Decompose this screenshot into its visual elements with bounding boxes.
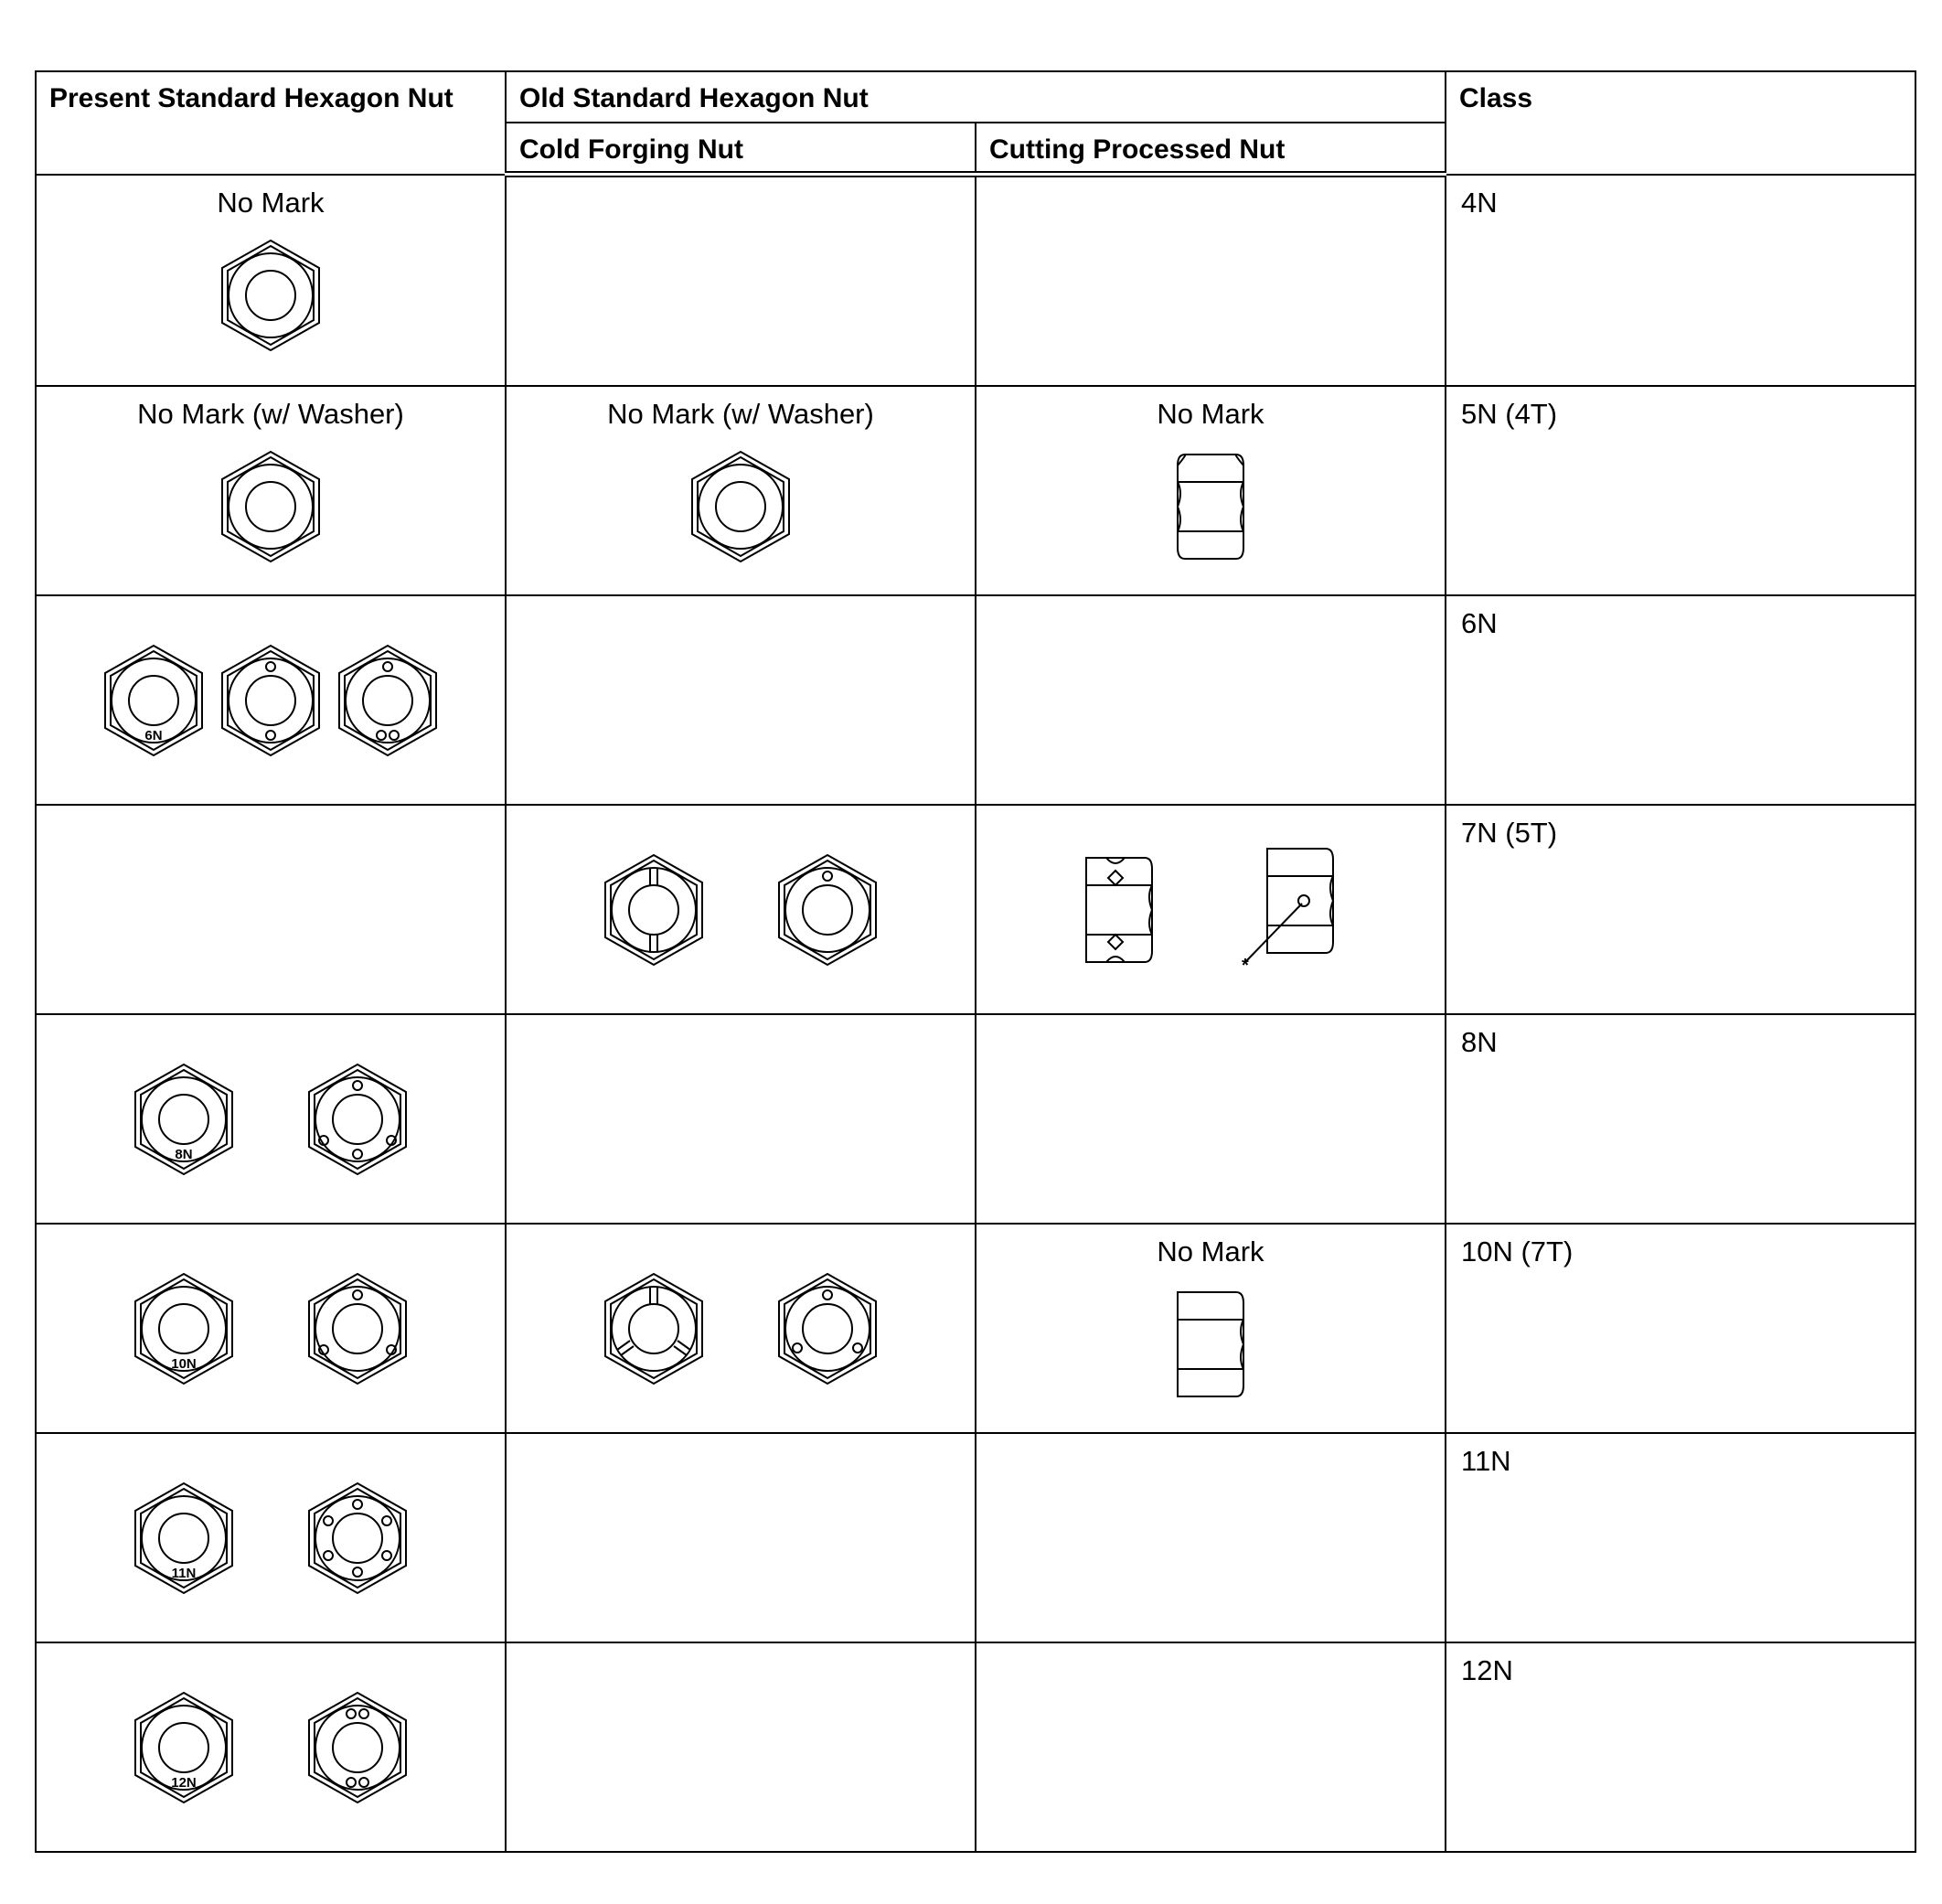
hex-nut-marked-icon: [129, 1479, 239, 1598]
present-cell: [36, 805, 506, 1014]
cutting-cell: [976, 1224, 1446, 1433]
header-cold-forging: Cold Forging Nut: [506, 123, 976, 175]
cutting-cell: [976, 805, 1446, 1014]
hex-nut-four-dot-icon: [303, 1269, 412, 1388]
cutting-label: No Mark: [1157, 398, 1264, 430]
hex-nut-two-dot-icon: [333, 641, 443, 760]
cold-label: No Mark (w/ Washer): [607, 398, 874, 430]
class-value: 5N (4T): [1461, 398, 1558, 430]
class-value: 7N (5T): [1461, 817, 1558, 849]
nut-mark-text: 8N: [175, 1146, 193, 1162]
present-cell: [36, 175, 506, 387]
class-cell: [1446, 805, 1915, 1014]
hex-nut-marked-icon: [129, 1688, 239, 1807]
cutting-cell: [976, 1642, 1446, 1852]
hex-nut-three-dot-icon: [773, 1269, 882, 1388]
header-class: Class: [1446, 71, 1915, 175]
class-value: 11N: [1461, 1445, 1511, 1477]
nut-mark-text: 11N: [171, 1565, 197, 1581]
hex-nut-marked-icon: [129, 1060, 239, 1179]
hex-nut-marked-icon: [129, 1269, 239, 1388]
nut-class-table: [35, 70, 1916, 1853]
hex-nut-side-view-icon: [1174, 1285, 1247, 1404]
nut-mark-text: 6N: [144, 727, 163, 743]
hex-nut-four-dot-pair-icon: [303, 1688, 412, 1807]
class-value: 8N: [1461, 1026, 1498, 1058]
cold-cell: [506, 1642, 976, 1852]
cutting-cell: [976, 595, 1446, 805]
table-row: [36, 1014, 1915, 1224]
hex-nut-side-view-icon: [1174, 447, 1247, 566]
cold-cell: [506, 175, 976, 387]
cold-cell: [506, 1224, 976, 1433]
hex-nut-side-view-dot-icon: [1238, 841, 1339, 979]
header-present-standard: Present Standard Hexagon Nut: [36, 71, 506, 175]
present-cell: [36, 1433, 506, 1642]
class-cell: [1446, 386, 1915, 595]
cold-cell: [506, 1433, 976, 1642]
class-value: 12N: [1461, 1654, 1513, 1686]
table-row: [36, 805, 1915, 1014]
hex-nut-icon: [216, 447, 325, 566]
nut-mark-text: 10N: [171, 1355, 197, 1372]
table-row: [36, 386, 1915, 595]
present-cell: [36, 595, 506, 805]
table-row: [36, 175, 1915, 387]
table-row: [36, 595, 1915, 805]
class-cell: [1446, 1224, 1915, 1433]
cold-cell: [506, 1014, 976, 1224]
hex-nut-split-mark-icon: [599, 850, 709, 969]
hex-nut-icon: [216, 236, 325, 355]
cold-cell: [506, 805, 976, 1014]
class-cell: [1446, 1433, 1915, 1642]
cutting-cell: [976, 175, 1446, 387]
hex-nut-single-dot-icon: [216, 641, 325, 760]
cutting-cell: [976, 386, 1446, 595]
nut-mark-text: 12N: [171, 1774, 197, 1791]
class-cell: [1446, 1014, 1915, 1224]
cold-cell: [506, 595, 976, 805]
table-row: [36, 1433, 1915, 1642]
table-row: [36, 1642, 1915, 1852]
hex-nut-marked-icon: [99, 641, 208, 760]
hex-nut-single-dot-icon: [773, 850, 882, 969]
present-label: No Mark (w/ Washer): [137, 398, 404, 430]
hex-nut-icon: [686, 447, 795, 566]
hex-nut-four-dot-icon: [303, 1060, 412, 1179]
present-cell: [36, 1014, 506, 1224]
asterisk-note: *: [1242, 955, 1249, 976]
cold-cell: [506, 386, 976, 595]
header-old-standard: Old Standard Hexagon Nut: [506, 71, 1446, 123]
present-label: No Mark: [217, 186, 325, 219]
present-cell: [36, 1224, 506, 1433]
cutting-cell: [976, 1014, 1446, 1224]
table-row: [36, 1224, 1915, 1433]
class-value: 10N (7T): [1461, 1235, 1574, 1268]
class-value: 6N: [1461, 607, 1498, 639]
cutting-cell: [976, 1433, 1446, 1642]
class-cell: [1446, 595, 1915, 805]
hex-nut-three-line-mark-icon: [599, 1269, 709, 1388]
hex-nut-side-view-icon: [1083, 850, 1156, 969]
class-cell: [1446, 175, 1915, 387]
present-cell: [36, 1642, 506, 1852]
cutting-label: No Mark: [1157, 1235, 1264, 1268]
header-cutting-processed: Cutting Processed Nut: [976, 123, 1446, 175]
class-value: 4N: [1461, 186, 1498, 219]
present-cell: [36, 386, 506, 595]
hex-nut-six-dot-icon: [303, 1479, 412, 1598]
class-cell: [1446, 1642, 1915, 1852]
